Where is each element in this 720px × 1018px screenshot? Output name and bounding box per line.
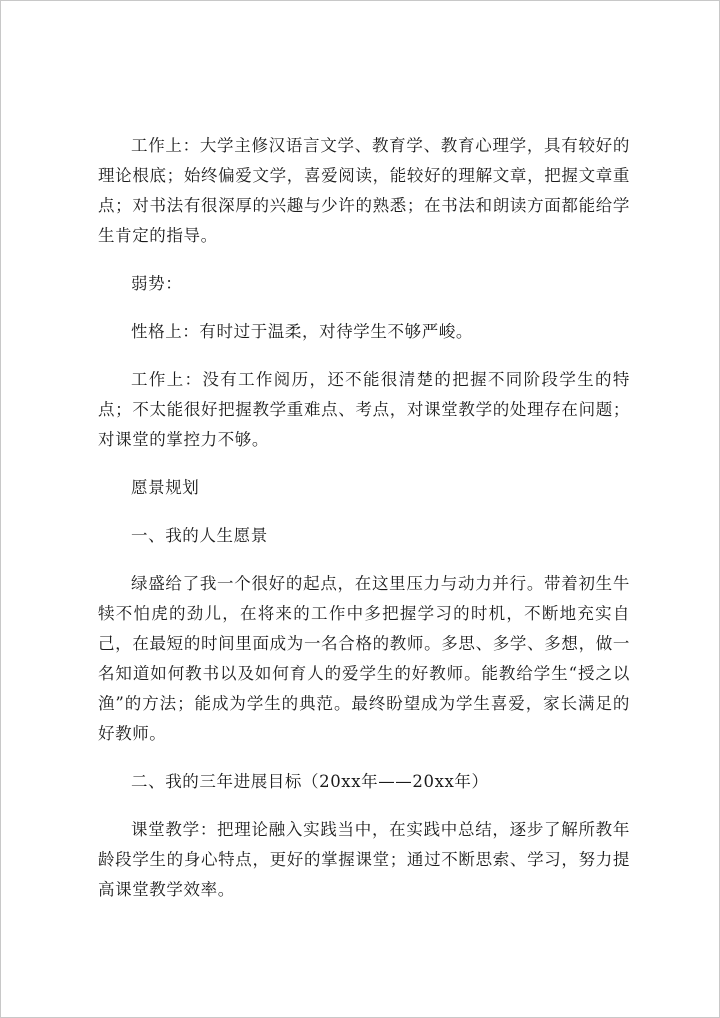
paragraph-life-vision: 绿盛给了我一个很好的起点，在这里压力与动力并行。带着初生牛犊不怕虎的劲儿，在将来的工作中多把握学习的时机，不断地充实自己，在最短的时间里面成为一名合格的教师。多思、多学、多想，做一名知道如何教书以及如何育人的爱学生的好教师。能教给学生“授之以渔”的方法；能成为学生的典范。最终盼望成为学生喜爱，家长满足的好教师。 (98, 574, 630, 743)
document-body (98, 131, 630, 923)
paragraph-classroom-teaching: 课堂教学：把理论融入实践当中，在实践中总结，逐步了解所教年龄段学生的身心特点，更好的掌握课堂；通过不断思索、学习，努力提高课堂教学效率。 (98, 820, 630, 899)
heading-vision-plan: 愿景规划 (131, 478, 200, 497)
paragraph-work-weakness: 工作上：没有工作阅历，还不能很清楚的把握不同阶段学生的特点；不太能很好把握教学重难点、考点，对课堂教学的处理存在问题；对课堂的掌控力不够。 (98, 370, 630, 449)
paragraph-work-strengths: 工作上：大学主修汉语言文学、教育学、教育心理学，具有较好的理论根底；始终偏爱文学，喜爱阅读，能较好的理解文章，把握文章重点；对书法有很深厚的兴趣与少许的熟悉；在书法和朗读方面都能给学生肯定的指导。 (98, 136, 630, 245)
heading-weaknesses: 弱势： (131, 274, 183, 293)
paragraph-personality-weakness: 性格上：有时过于温柔，对待学生不够严峻。 (131, 322, 473, 341)
heading-three-year-goals: 二、我的三年进展目标（20xx年——20xx年） (131, 772, 489, 791)
heading-life-vision: 一、我的人生愿景 (131, 526, 268, 545)
